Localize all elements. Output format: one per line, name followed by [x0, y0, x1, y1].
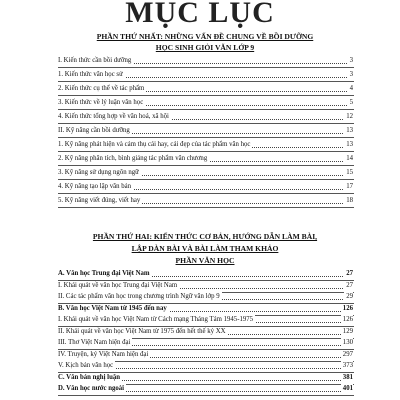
toc-entry-page: 13 [346, 141, 353, 148]
toc-entry [58, 126, 353, 136]
toc-entry-title: C. Văn bản nghị luận [58, 373, 121, 381]
toc-entry-title: V. Kịch bản văn học [58, 362, 114, 369]
toc-entry-page: 373 [342, 362, 353, 369]
row-divider [58, 151, 354, 152]
toc-entry-page: 381 [342, 373, 353, 381]
toc-entry [58, 56, 353, 66]
toc-entry-title: A. Văn học Trung đại Việt Nam [58, 270, 150, 277]
row-divider [58, 207, 354, 208]
toc-entry-title: I. Khái quát về văn học Việt Nam từ Cách mạng Tháng Tám 1945-1975 [58, 316, 254, 323]
toc-entry [58, 112, 353, 122]
toc-entry-page: 297 [342, 350, 353, 358]
toc-entry-page: 3 [349, 71, 353, 78]
toc-entry-page: 126 [342, 304, 353, 312]
toc-entry-title: 3. Kiến thức về lý luận văn học [58, 99, 144, 106]
toc-entry-page: 129 [342, 327, 353, 335]
toc-entry [58, 140, 353, 150]
part2-heading-line1: PHẦN THỨ HAI: KIẾN THỨC CƠ BẢN, HƯỚNG DẪN LÀM BÀI, [92, 232, 318, 241]
toc-entry-page: 14 [346, 155, 353, 162]
toc-entry-title: IV. Truyện, ký Việt Nam hiện đại [58, 350, 149, 358]
toc-entry [58, 350, 353, 360]
row-divider [58, 109, 354, 110]
toc-entry-page: 5 [349, 99, 353, 106]
toc-entry [58, 70, 353, 80]
toc-entry-title: 3. Kỹ năng sử dụng ngôn ngữ [58, 169, 139, 176]
toc-entry-title: I. Kiến thức cần bồi dưỡng [58, 57, 132, 64]
toc-entry-page: 18 [346, 197, 353, 204]
toc-entry-title: 4. Kỹ năng tạo lập văn bản [58, 183, 132, 190]
row-divider [58, 137, 354, 138]
row-divider [58, 179, 354, 180]
toc-entry-page: 3 [349, 57, 353, 64]
row-divider [58, 123, 354, 124]
toc-entry-title: II. Các tác phẩm văn học trong chương trình Ngữ văn lớp 9 [58, 293, 220, 300]
toc-entry [58, 196, 353, 206]
toc-entry-title: 1. Kiến thức văn học sử [58, 71, 123, 78]
toc-entry-title: D. Văn học nước ngoài [58, 385, 125, 392]
row-divider [58, 193, 354, 194]
toc-entry-page: 12 [346, 113, 353, 120]
toc-entry-page: 15 [346, 169, 353, 176]
toc-entry [58, 304, 353, 314]
toc-entry-page: 27 [346, 270, 353, 277]
toc-entry [58, 361, 353, 371]
part2-heading-line3: PHẦN VĂN HỌC [175, 256, 235, 265]
toc-entry-page: 401 [342, 385, 353, 392]
toc-entry-title: I. Khái quát về văn học Trung đại Việt Nam [58, 281, 178, 289]
toc-entry [58, 384, 353, 394]
toc-entry-title: II. Khái quát về văn học Việt Nam từ 1975 đến hết thế kỷ XX [58, 327, 226, 335]
toc-entry-page: 29 [346, 293, 353, 300]
toc-entry [58, 154, 353, 164]
toc-entry-title: 2. Kỹ năng phân tích, bình giảng tác phẩm văn chương [58, 155, 208, 162]
toc-entry [58, 327, 353, 337]
toc-entry-title: II. Kỹ năng cần bồi dưỡng [58, 127, 130, 134]
toc-entry [58, 182, 353, 192]
page-title: MỤC LỤC [125, 0, 275, 29]
toc-entry [58, 168, 353, 178]
toc-entry [58, 84, 353, 94]
part1-heading-line1: PHẦN THỨ NHẤT: NHỮNG VẤN ĐỀ CHUNG VỀ BỒI DƯỠNG [96, 32, 314, 41]
row-divider [58, 81, 354, 82]
part1-heading-line2: HỌC SINH GIỎI VĂN LỚP 9 [155, 43, 255, 52]
toc-entry-page: 126 [342, 316, 353, 323]
toc-entry [58, 373, 353, 383]
toc-entry-page: 4 [349, 85, 353, 92]
row-divider [58, 395, 354, 396]
toc-entry-page: 130 [342, 339, 353, 346]
row-divider [58, 95, 354, 96]
toc-entry-page: 17 [346, 183, 353, 190]
toc-entry-title: B. Văn học Việt Nam từ 1945 đến nay [58, 304, 167, 312]
toc-entry-title: 5. Kỹ năng viết đúng, viết hay [58, 197, 141, 204]
toc-entry-title: 4. Kiến thức tổng hợp về văn hoá, xã hội [58, 113, 169, 120]
toc-entry [58, 98, 353, 108]
row-divider [58, 165, 354, 166]
toc-entry [58, 338, 353, 348]
toc-entry-page: 13 [346, 127, 353, 134]
part2-heading-line2: LẬP DÀN BÀI VÀ BÀI LÀM THAM KHẢO [131, 244, 279, 253]
toc-entry-page: 27 [346, 281, 353, 289]
toc-entry-title: III. Thơ Việt Nam hiện đại [58, 339, 131, 346]
toc-entry [58, 315, 353, 325]
toc-entry-title: 2. Kiến thức cụ thể về tác phẩm [58, 85, 145, 92]
toc-entry [58, 269, 353, 279]
toc-entry-title: 1. Kỹ năng phát hiện và cảm thụ cái hay, cái đẹp của tác phẩm văn học [58, 141, 251, 148]
toc-entry [58, 292, 353, 302]
toc-entry [58, 281, 353, 291]
row-divider [58, 67, 354, 68]
